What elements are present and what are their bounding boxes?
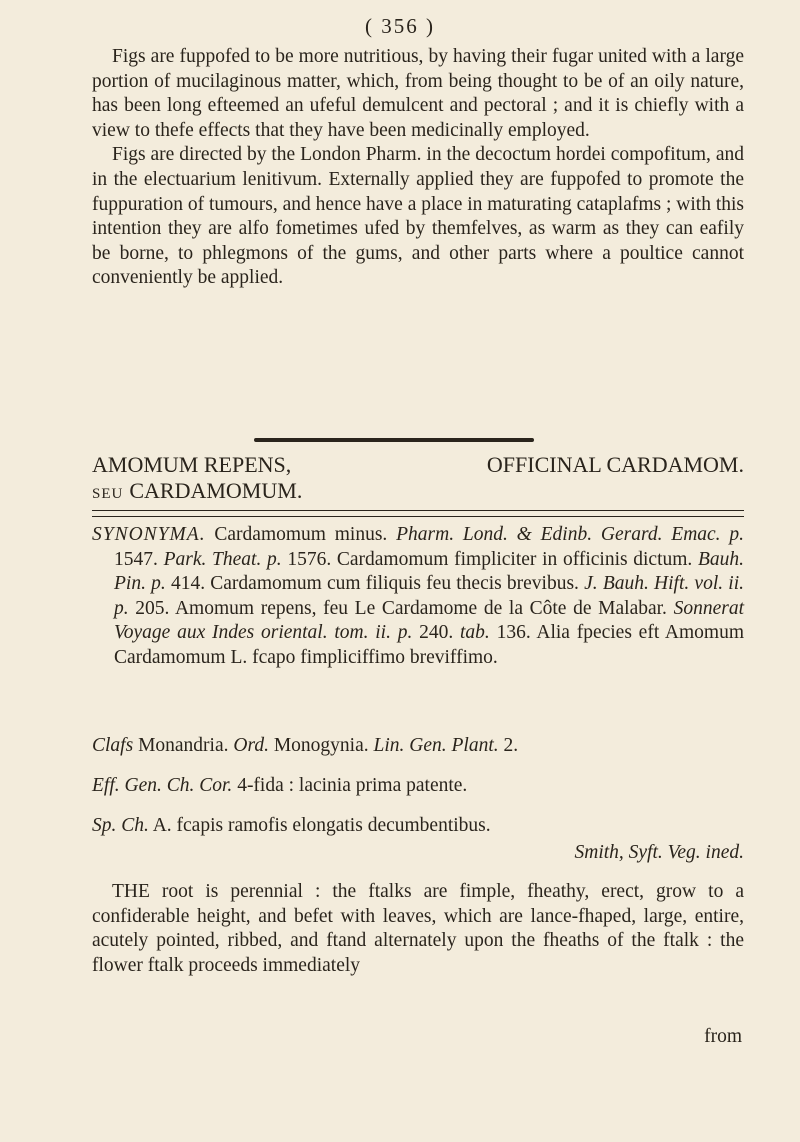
synonyma-label: SYNONYMA. xyxy=(92,524,206,545)
class-label: Clafs xyxy=(92,735,134,756)
heading-english-name: OFFICINAL CARDAMOM. xyxy=(486,452,744,477)
paragraph-figs-usage: Figs are directed by the London Pharm. in the decoctum hordei compofitum, and in the electuarium lenitivum. Externally applied they are fuppofed to promote the fuppuration of tumours, and hence have a place in maturating cataplafms ; with this intention they are alfo fometimes ufed by themfelves, as warm as they can eafily be borne, to phlegmons of the gums, and other parts where a poultice cannot conveniently be applied. xyxy=(92,144,744,289)
synonym-text: 1547. xyxy=(114,548,158,570)
specific-character-line xyxy=(92,815,744,837)
synonym-reference: Bauh. Pin. p. xyxy=(114,548,745,595)
synonym-reference: J. Bauh. Hift. vol. ii. p. xyxy=(114,573,745,619)
synonym-text: 414. Cardamomum cum filiquis feu thecis brevibus. xyxy=(170,573,579,595)
paragraph-figs-nutrition: Figs are fuppofed to be more nutritious, by having their fugar united with a large portion of mucilaginous matter, which, from being thought to be of an oily nature, has been long efteemed an ufeful demulcent and pectoral ; and it is chiefly with a view to thefe effects that they have been medicinally employed. xyxy=(92,46,744,141)
order-value: Monogynia. xyxy=(273,735,369,756)
specific-character-text: A. fcapis ramofis elongatis decumbentibus. xyxy=(152,815,491,836)
classification-line xyxy=(92,735,744,757)
essential-character-line xyxy=(92,775,744,797)
specific-character-label: Sp. Ch. xyxy=(92,815,149,836)
class-reference-number: 2. xyxy=(503,735,519,756)
synonym-reference: Pharm. Lond. & Edinb. Gerard. Emac. p. xyxy=(396,524,744,545)
article-heading xyxy=(92,452,744,507)
synonyma-section xyxy=(92,523,744,671)
synonym-text: 240. xyxy=(419,622,454,644)
synonym-text: 136. Alia fpecies eft Amomum Cardamomum L. fcapo fimpliciffimo breviffimo. xyxy=(114,622,745,668)
synonym-reference: tab. xyxy=(460,622,490,644)
essential-character-label: Eff. Gen. Ch. Cor. xyxy=(92,775,233,796)
page-number: ( 356 ) xyxy=(365,14,435,38)
synonym-reference: Sonnerat Voyage aux Indes oriental. tom. ii. p. xyxy=(114,597,745,644)
section-divider xyxy=(254,438,534,442)
synonym-text: 205. Amomum repens, feu Le Cardamome de la Côte de Malabar. xyxy=(135,597,667,619)
heading-alt-name: CARDAMOMUM. xyxy=(129,478,303,503)
order-label: Ord. xyxy=(233,735,269,756)
catchword: from xyxy=(704,1026,742,1047)
class-value: Monandria. xyxy=(138,735,229,756)
specific-character-reference: Smith, Syft. Veg. ined. xyxy=(574,842,744,863)
description-paragraph: THE root is perennial : the ftalks are fimple, fheathy, erect, grow to a confiderable height, and befet with leaves, which are lance-fhaped, large, entire, acutely pointed, ribbed, and ftand alternately upon the fheaths of the ftalk : the flower ftalk proceeds immediately xyxy=(92,881,744,976)
double-rule xyxy=(92,510,744,517)
heading-latin-name: AMOMUM REPENS, xyxy=(92,452,292,477)
synonym-reference: Park. Theat. p. xyxy=(163,548,282,570)
essential-character-text: 4-fida : lacinia prima patente. xyxy=(237,775,468,796)
intro-text xyxy=(92,45,744,291)
synonym-text: 1576. Cardamomum fimpliciter in officinis dictum. xyxy=(287,548,693,570)
description-section xyxy=(92,880,744,978)
class-reference: Lin. Gen. Plant. xyxy=(373,735,499,756)
synonym-text: Cardamomum minus. xyxy=(214,524,388,545)
heading-seu: SEU xyxy=(92,486,124,502)
